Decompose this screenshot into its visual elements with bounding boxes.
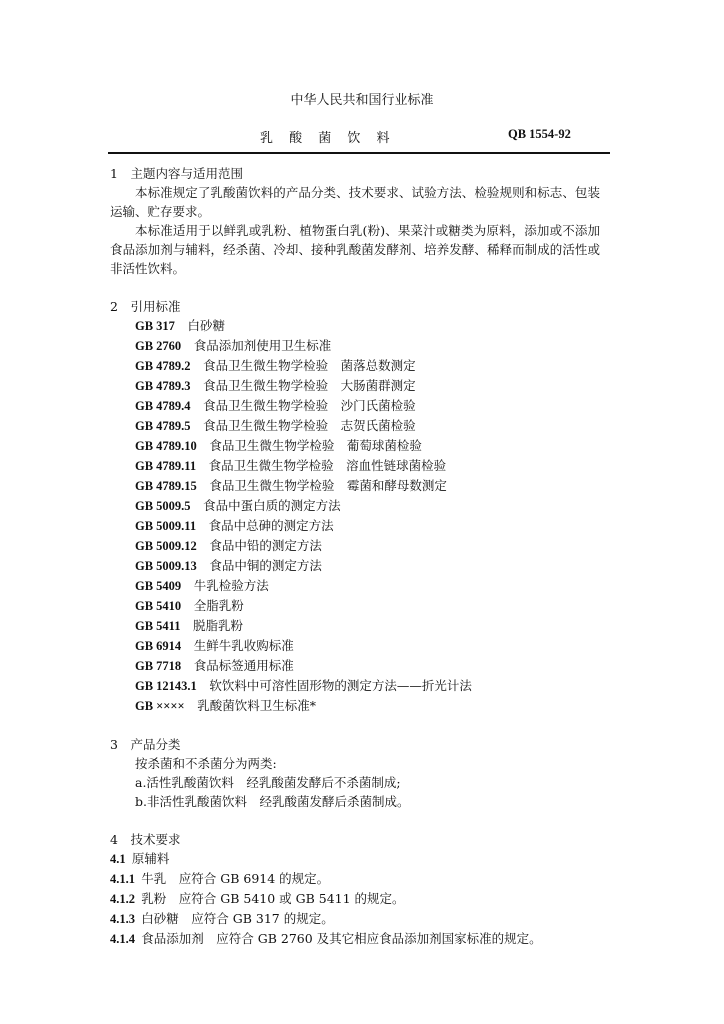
reference-item: GB 5009.12 食品中铅的测定方法 xyxy=(135,538,322,553)
reference-item: GB 7718 食品标签通用标准 xyxy=(135,658,294,673)
reference-item: GB 5009.13 食品中铜的测定方法 xyxy=(135,558,322,573)
classification-item: a.活性乳酸菌饮料 经乳酸菌发酵后不杀菌制成; xyxy=(135,775,401,790)
reference-item: GB 12143.1 软饮料中可溶性固形物的测定方法——折光计法 xyxy=(135,678,472,693)
section-1-paragraph-1: 本标准规定了乳酸菌饮料的产品分类、技术要求、试验方法、检验规则和标志、包装运输、贮存要求。 xyxy=(110,185,600,219)
reference-item: GB 4789.2 食品卫生微生物学检验 菌落总数测定 xyxy=(135,358,416,373)
section-1-heading: 1 主题内容与适用范围 xyxy=(110,166,243,181)
reference-item: GB 2760 食品添加剂使用卫生标准 xyxy=(135,338,332,353)
reference-item: GB 4789.3 食品卫生微生物学检验 大肠菌群测定 xyxy=(135,378,416,393)
reference-item: GB 6914 生鲜牛乳收购标准 xyxy=(135,638,294,653)
requirement-item: 4.1.1 牛乳 应符合 GB 6914 的规定。 xyxy=(110,871,330,886)
requirements-list xyxy=(110,849,600,949)
reference-item: GB 4789.5 食品卫生微生物学检验 志贺氏菌检验 xyxy=(135,418,416,433)
ministry-line: 中华人民共和国行业标准 xyxy=(290,93,434,108)
requirement-item: 4.1.2 乳粉 应符合 GB 5410 或 GB 5411 的规定。 xyxy=(110,891,405,906)
subsection-heading: 4.1 原辅料 xyxy=(110,851,170,866)
section-3-heading: 3 产品分类 xyxy=(110,737,181,752)
classification-item: b.非活性乳酸菌饮料 经乳酸菌发酵后杀菌制成。 xyxy=(135,794,410,809)
header-rule xyxy=(108,152,610,154)
reference-item: GB 5410 全脂乳粉 xyxy=(135,598,244,613)
standard-code: QB 1554-92 xyxy=(508,127,571,141)
reference-item: GB 4789.10 食品卫生微生物学检验 葡萄球菌检验 xyxy=(135,438,422,453)
requirement-item: 4.1.4 食品添加剂 应符合 GB 2760 及其它相应食品添加剂国家标准的规定。 xyxy=(110,931,542,946)
reference-item: GB 5009.5 食品中蛋白质的测定方法 xyxy=(135,498,341,513)
document-title: 乳 酸 菌 饮 料 xyxy=(260,131,396,146)
reference-item: GB 4789.15 食品卫生微生物学检验 霉菌和酵母数测定 xyxy=(135,478,447,493)
classification-intro: 按杀菌和不杀菌分为两类: xyxy=(135,756,277,771)
requirement-item: 4.1.3 白砂糖 应符合 GB 317 的规定。 xyxy=(110,911,334,926)
reference-item: GB 5411 脱脂乳粉 xyxy=(135,618,244,633)
reference-item: GB 5409 牛乳检验方法 xyxy=(135,578,269,593)
section-2-heading: 2 引用标准 xyxy=(110,299,181,314)
reference-item: GB ×××× 乳酸菌饮料卫生标准* xyxy=(135,698,316,713)
reference-item: GB 317 白砂糖 xyxy=(135,318,225,333)
section-1-paragraph-2: 本标准适用于以鲜乳或乳粉、植物蛋白乳(粉)、果菜汁或糖类为原料，添加或不添加食品添加剂与辅料，经杀菌、冷却、接种乳酸菌发酵剂、培养发酵、稀释而制成的活性或非活性饮料。 xyxy=(110,223,600,276)
document-body xyxy=(110,164,600,949)
reference-list xyxy=(110,316,600,716)
classification-list xyxy=(110,754,600,811)
reference-item: GB 5009.11 食品中总砷的测定方法 xyxy=(135,518,334,533)
section-4-heading: 4 技术要求 xyxy=(110,832,181,847)
reference-item: GB 4789.11 食品卫生微生物学检验 溶血性链球菌检验 xyxy=(135,458,447,473)
reference-item: GB 4789.4 食品卫生微生物学检验 沙门氏菌检验 xyxy=(135,398,416,413)
